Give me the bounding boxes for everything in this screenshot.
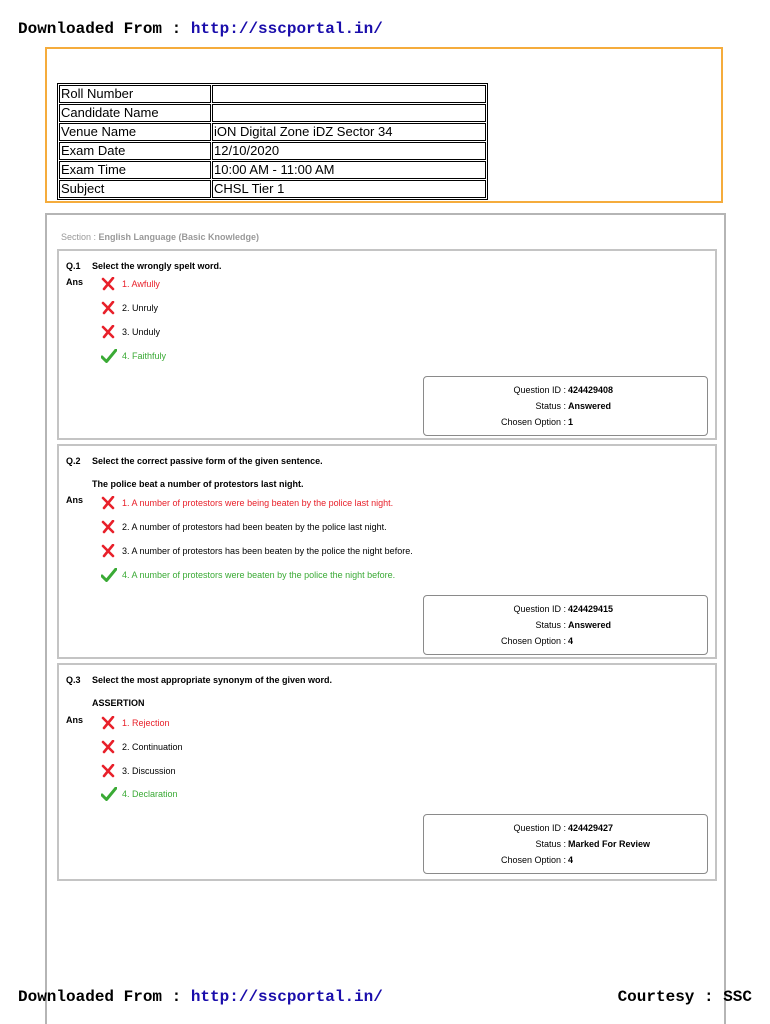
option-text: 1. Awfully bbox=[122, 279, 160, 289]
cross-icon bbox=[101, 764, 115, 778]
info-value: 12/10/2020 bbox=[212, 142, 486, 160]
status-label: Status : bbox=[535, 839, 566, 849]
sscportal-link[interactable]: http://sscportal.in/ bbox=[190, 20, 383, 38]
ans-label: Ans bbox=[66, 277, 84, 287]
section-label bbox=[61, 232, 259, 242]
question-id-value: 424429427 bbox=[568, 823, 614, 833]
info-key: Candidate Name bbox=[59, 104, 211, 122]
info-row-exam-time bbox=[59, 161, 486, 179]
option-text: 1. Rejection bbox=[122, 718, 170, 728]
chosen-option-value: 1 bbox=[568, 417, 574, 427]
info-row-roll-number bbox=[59, 85, 486, 103]
candidate-info-table bbox=[57, 83, 488, 200]
chosen-option-label: Chosen Option : bbox=[500, 855, 566, 865]
cross-icon bbox=[101, 325, 115, 339]
info-key: Exam Date bbox=[59, 142, 211, 160]
info-key: Roll Number bbox=[59, 85, 211, 103]
option-text: 1. A number of protestors were being beaten by the police last night. bbox=[122, 498, 394, 508]
status-value: Answered bbox=[568, 401, 612, 411]
chosen-option-value: 4 bbox=[568, 636, 574, 646]
footer-download-line bbox=[18, 988, 383, 1006]
info-row-venue-name bbox=[59, 123, 486, 141]
info-value bbox=[212, 104, 486, 122]
question-id-label: Question ID : bbox=[513, 385, 566, 395]
question-text: Select the most appropriate synonym of the given word. bbox=[92, 675, 333, 685]
info-key: Exam Time bbox=[59, 161, 211, 179]
info-key: Venue Name bbox=[59, 123, 211, 141]
cross-icon bbox=[101, 520, 115, 534]
question-text: Select the correct passive form of the given sentence. bbox=[92, 456, 323, 466]
cross-icon bbox=[101, 496, 115, 510]
option-text: 3. Discussion bbox=[122, 766, 176, 776]
option-text: 4. Faithfuly bbox=[122, 351, 167, 361]
option-text: 4. Declaration bbox=[122, 789, 178, 799]
question-meta-box bbox=[423, 814, 708, 874]
status-value: Answered bbox=[568, 620, 612, 630]
ans-label: Ans bbox=[66, 715, 84, 725]
option-text: 2. A number of protestors had been beaten by the police last night. bbox=[122, 522, 387, 532]
info-row-subject bbox=[59, 180, 486, 198]
question-meta-box bbox=[423, 595, 708, 655]
question-meta-box bbox=[423, 376, 708, 436]
cross-icon bbox=[101, 277, 115, 291]
question-subtext: The police beat a number of protestors last night. bbox=[92, 479, 304, 489]
chosen-option-label: Chosen Option : bbox=[500, 417, 566, 427]
chosen-option-value: 4 bbox=[568, 855, 574, 865]
info-key: Subject bbox=[59, 180, 211, 198]
option-text: 2. Unruly bbox=[122, 303, 159, 313]
option-text: 2. Continuation bbox=[122, 742, 183, 752]
question-number: Q.1 bbox=[66, 261, 81, 271]
downloaded-from-label: Downloaded From : bbox=[18, 20, 191, 38]
cross-icon bbox=[101, 544, 115, 558]
question-id-value: 424429415 bbox=[568, 604, 614, 614]
chosen-option-label: Chosen Option : bbox=[500, 636, 566, 646]
option-text: 4. A number of protestors were beaten by the police the night before. bbox=[122, 570, 396, 580]
courtesy-text: Courtesy : SSC bbox=[617, 988, 752, 1006]
status-label: Status : bbox=[535, 401, 566, 411]
question-number: Q.2 bbox=[66, 456, 81, 466]
question-card-1 bbox=[57, 249, 717, 440]
header-download-line bbox=[18, 20, 383, 38]
check-icon bbox=[101, 349, 117, 363]
downloaded-from-label: Downloaded From : bbox=[18, 988, 191, 1006]
check-icon bbox=[101, 787, 117, 801]
info-row-exam-date bbox=[59, 142, 486, 160]
question-number: Q.3 bbox=[66, 675, 81, 685]
section-prefix: Section : bbox=[61, 232, 99, 242]
question-id-label: Question ID : bbox=[513, 823, 566, 833]
option-text: 3. A number of protestors has been beaten by the police the night before. bbox=[122, 546, 413, 556]
cross-icon bbox=[101, 740, 115, 754]
question-text: Select the wrongly spelt word. bbox=[92, 261, 222, 271]
status-value: Marked For Review bbox=[568, 839, 651, 849]
info-row-candidate-name bbox=[59, 104, 486, 122]
question-id-label: Question ID : bbox=[513, 604, 566, 614]
question-card-2 bbox=[57, 444, 717, 659]
option-text: 3. Unduly bbox=[122, 327, 161, 337]
status-label: Status : bbox=[535, 620, 566, 630]
info-value: iON Digital Zone iDZ Sector 34 bbox=[212, 123, 486, 141]
question-subtext: ASSERTION bbox=[92, 698, 145, 708]
cross-icon bbox=[101, 301, 115, 315]
response-sheet bbox=[45, 213, 726, 1024]
ans-label: Ans bbox=[66, 495, 84, 505]
question-card-3 bbox=[57, 663, 717, 881]
check-icon bbox=[101, 568, 117, 582]
section-name: English Language (Basic Knowledge) bbox=[98, 232, 260, 242]
info-value: CHSL Tier 1 bbox=[212, 180, 486, 198]
sscportal-link[interactable]: http://sscportal.in/ bbox=[190, 988, 383, 1006]
question-id-value: 424429408 bbox=[568, 385, 614, 395]
cross-icon bbox=[101, 716, 115, 730]
candidate-info-panel bbox=[45, 47, 723, 203]
info-value: 10:00 AM - 11:00 AM bbox=[212, 161, 486, 179]
info-value bbox=[212, 85, 486, 103]
